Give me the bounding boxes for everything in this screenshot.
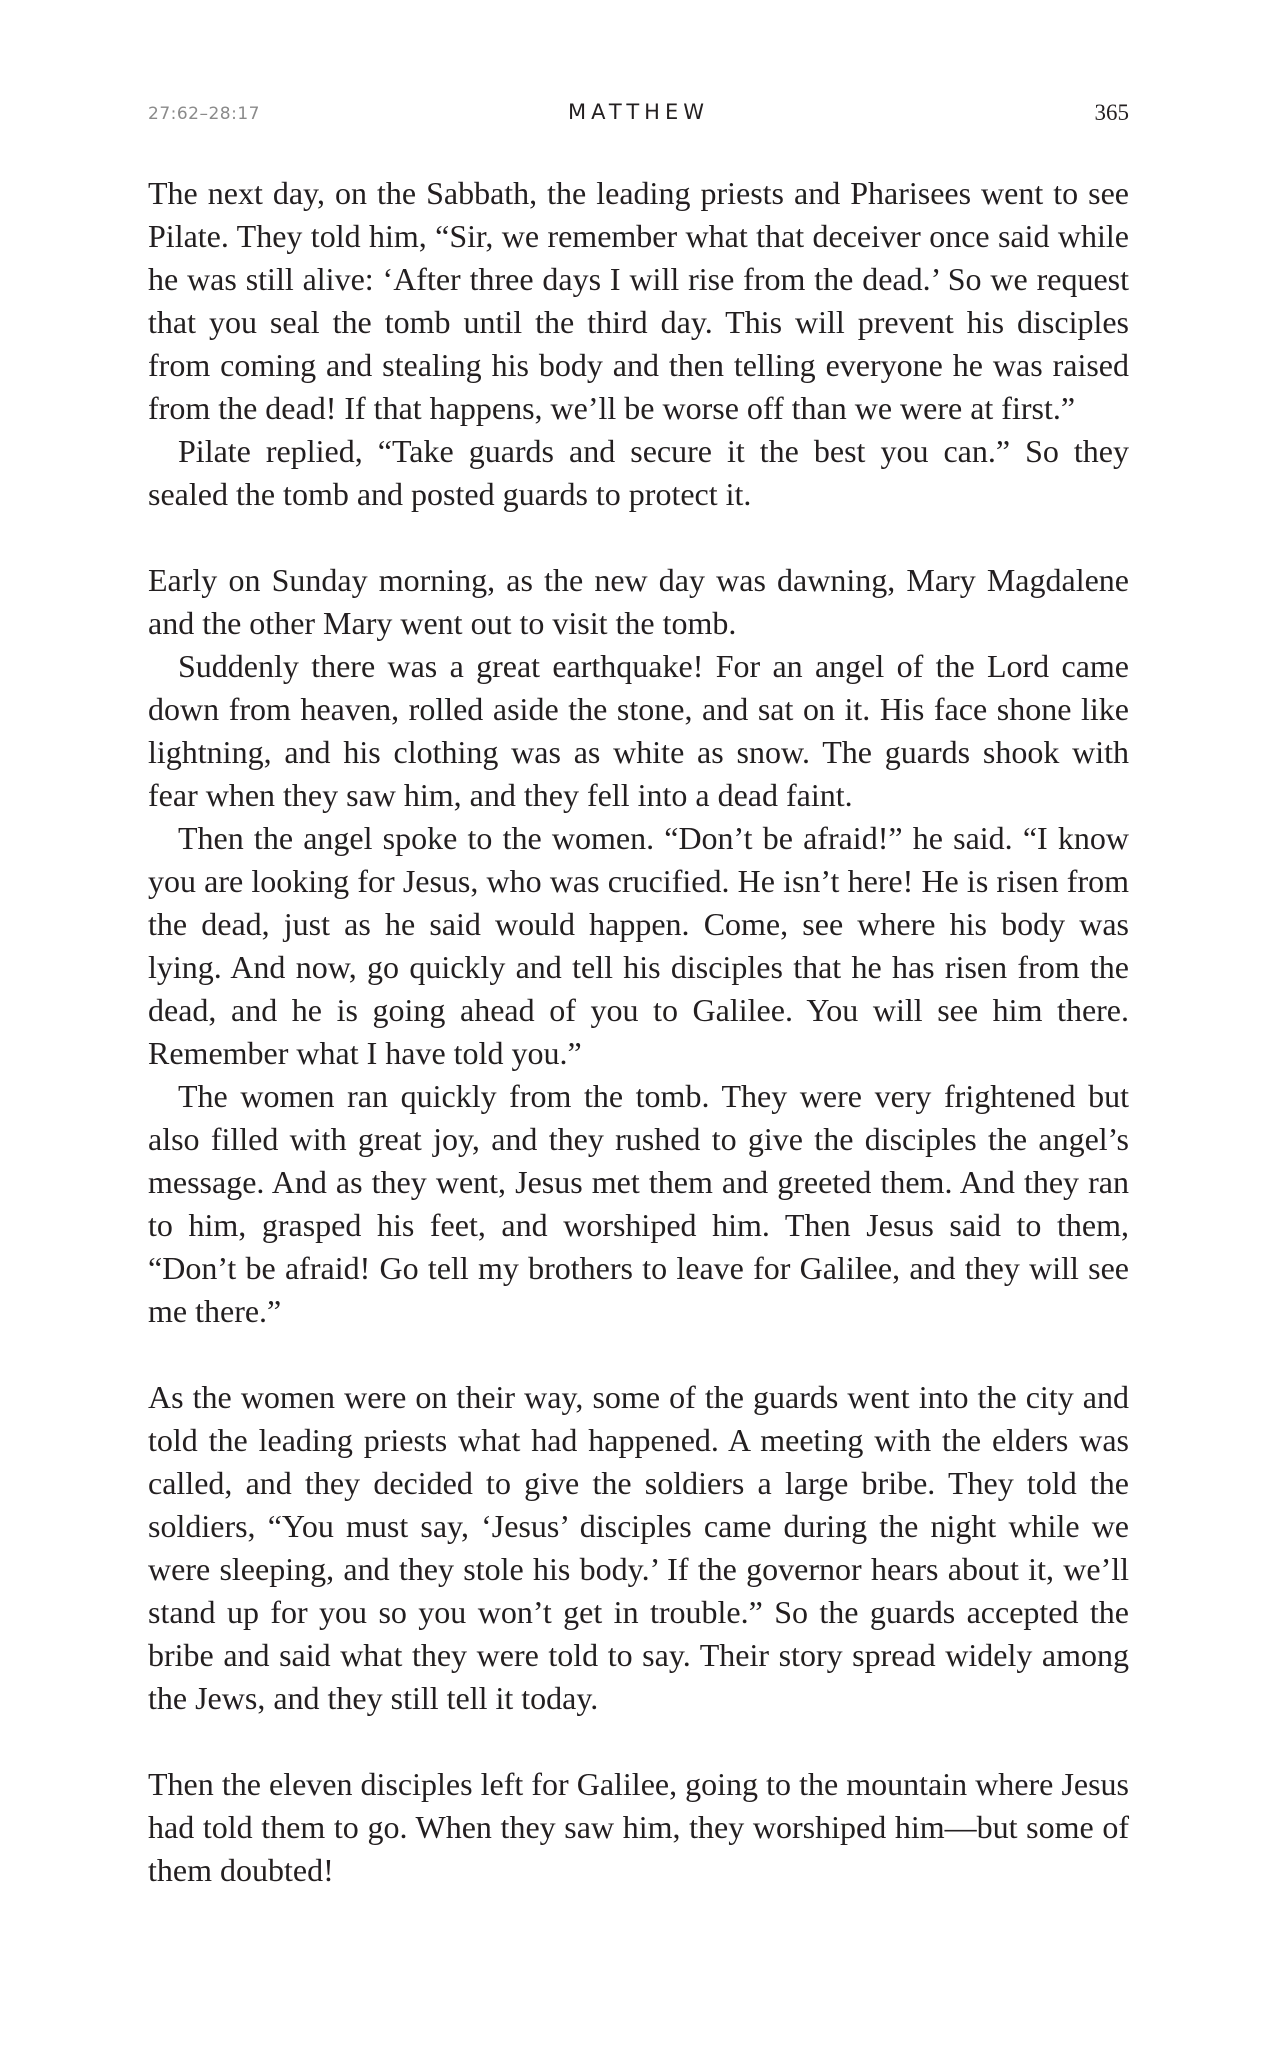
page-number: 365: [1094, 100, 1129, 125]
paragraph: Then the eleven disciples left for Galilee, going to the mountain where Jesus had told them to go. When they saw him, they worshiped him—but some of them doubted!: [148, 1766, 1129, 1888]
body-text: [148, 172, 1129, 1892]
paragraph: Suddenly there was a great earthquake! For an angel of the Lord came down from heaven, rolled aside the stone, and sat on it. His face shone like lightning, and his clothing was as white as snow. The guards shook with fear when they saw him, and they fell into a dead faint.: [148, 648, 1129, 813]
paragraph: Early on Sunday morning, as the new day was dawning, Mary Magdalene and the other Mary went out to visit the tomb.: [148, 562, 1129, 641]
paragraph: The women ran quickly from the tomb. They were very frightened but also filled with great joy, and they rushed to give the disciples the angel’s message. And as they went, Jesus met them and greeted them. And they ran to him, grasped his feet, and worshiped him. Then Jesus said to them, “Don’t be afraid! Go tell my brothers to leave for Galilee, and they will see me there.”: [148, 1078, 1129, 1329]
paragraph: Then the angel spoke to the women. “Don’t be afraid!” he said. “I know you are looking for Jesus, who was crucified. He isn’t here! He is risen from the dead, just as he said would happen. Come, see where his body was lying. And now, go quickly and tell his disciples that he has risen from the dead, and he is going ahead of you to Galilee. You will see him there. Remember what I have told you.”: [148, 820, 1129, 1071]
section-3: [148, 1376, 1129, 1720]
paragraph: The next day, on the Sabbath, the leading priests and Pharisees went to see Pilate. They told him, “Sir, we remember what that deceiver once said while he was still alive: ‘After three days I will rise from the dead.’ So we request that you seal the tomb until the third day. This will prevent his disciples from coming and stealing his body and then telling everyone he was raised from the dead! If that happens, we’ll be worse off than we were at first.”: [148, 175, 1129, 426]
running-head: [148, 100, 1129, 130]
section-1: [148, 172, 1129, 516]
section-2: [148, 559, 1129, 1333]
verse-reference: 27:62–28:17: [148, 104, 260, 124]
section-4: [148, 1763, 1129, 1892]
book-title: MATTHEW: [568, 100, 709, 124]
paragraph: Pilate replied, “Take guards and secure it the best you can.” So they sealed the tomb and posted guards to protect it.: [148, 433, 1129, 512]
paragraph: As the women were on their way, some of the guards went into the city and told the leading priests what had happened. A meeting with the elders was called, and they decided to give the soldiers a large bribe. They told the soldiers, “You must say, ‘Jesus’ disciples came during the night while we were sleeping, and they stole his body.’ If the governor hears about it, we’ll stand up for you so you won’t get in trouble.” So the guards accepted the bribe and said what they were told to say. Their story spread widely among the Jews, and they still tell it today.: [148, 1379, 1129, 1716]
